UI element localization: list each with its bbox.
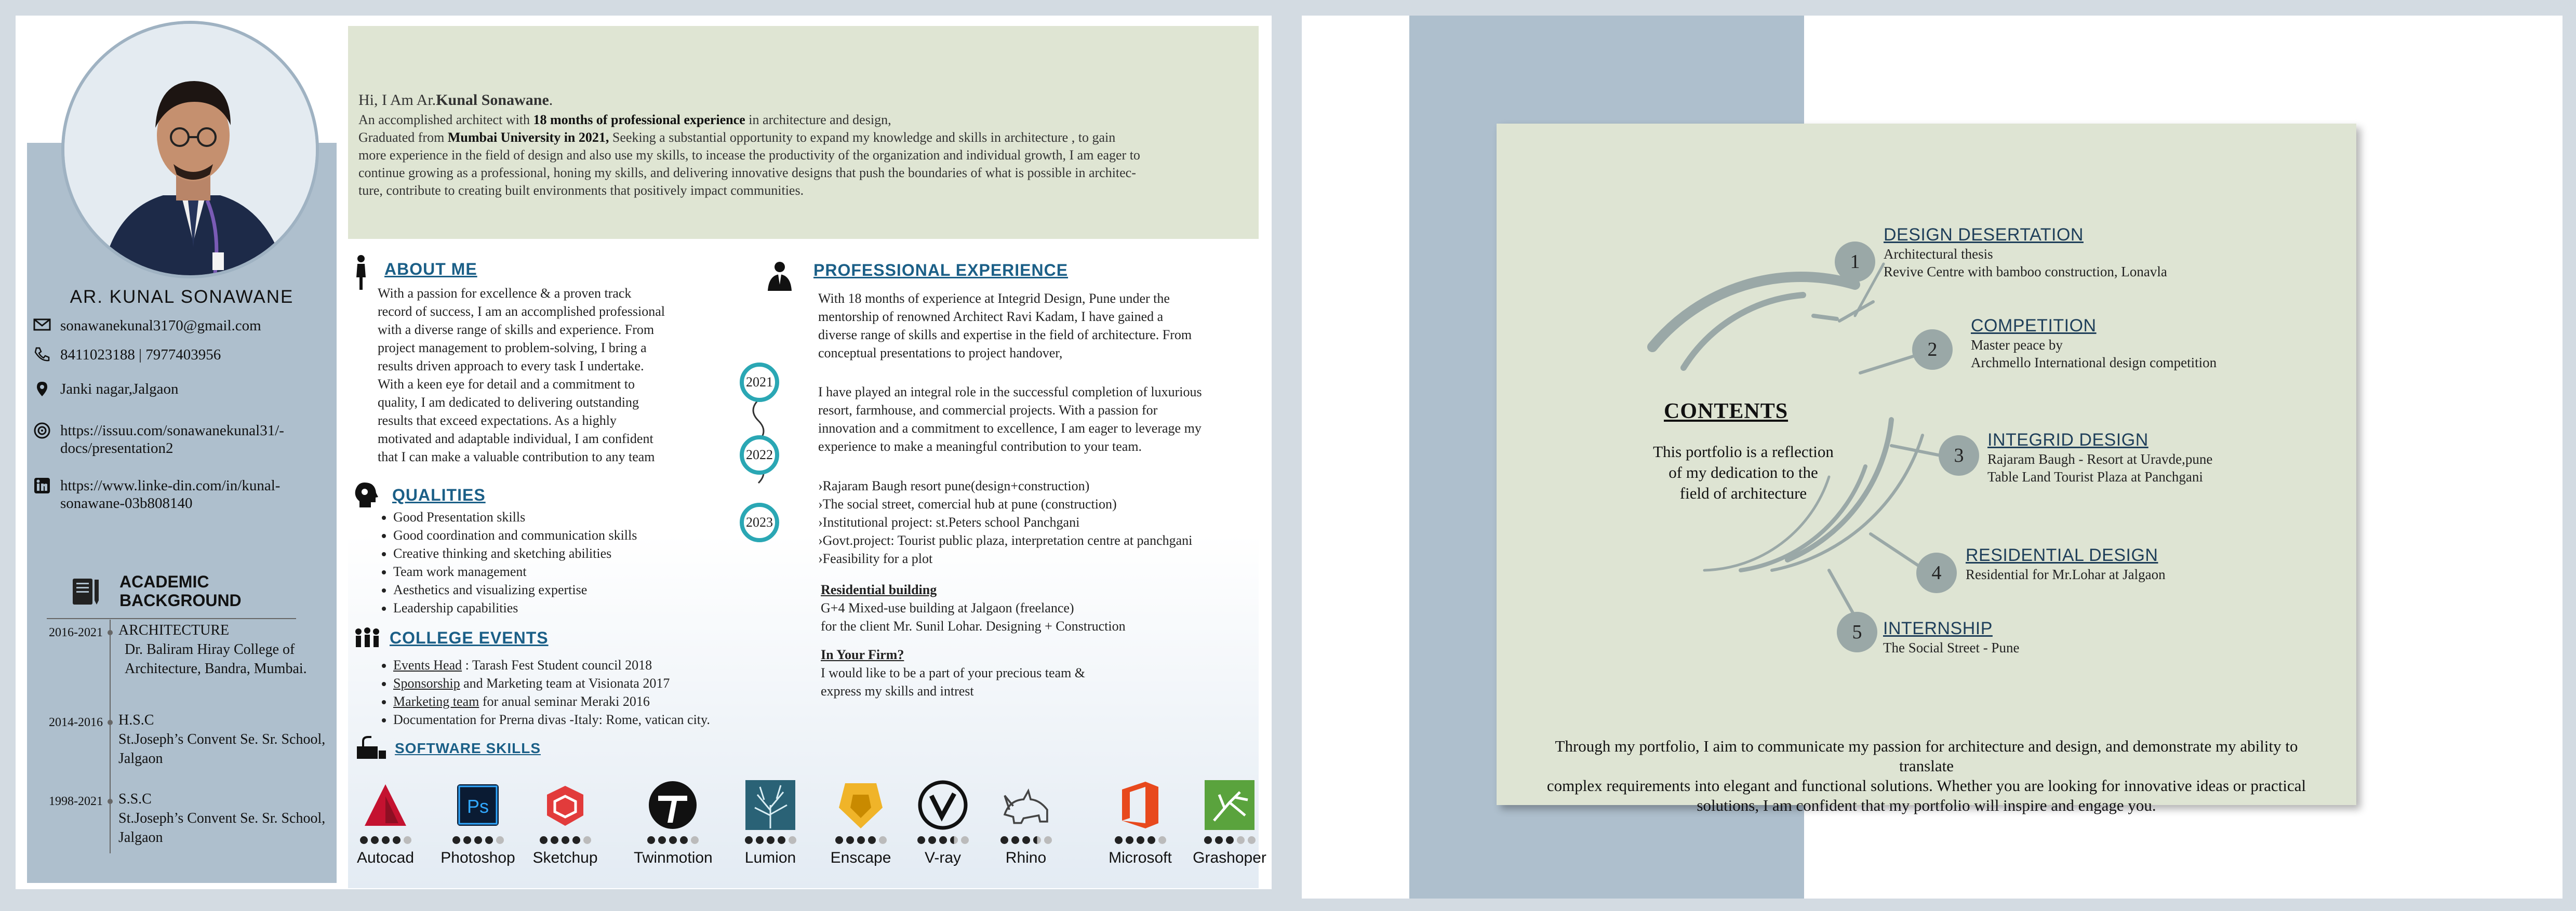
edu-year: 2014-2016 [49, 716, 103, 729]
intro-panel [348, 26, 1259, 239]
lumion-icon [744, 779, 796, 831]
skill-rating [526, 835, 604, 847]
intro-line: ture, contribute to creating built environments that positively impact communities. [358, 183, 804, 198]
resume-page [16, 16, 1272, 889]
project-item: ›Institutional project: st.Peters school Panchgani [818, 515, 1080, 530]
contents-card [1497, 124, 2356, 814]
email-row[interactable] [33, 317, 324, 334]
quality-item: • Aesthetics and visualizing expertise [393, 581, 715, 599]
residential-block: Residential building G+4 Mixed-use building at Jalgaon (freelance) for the client Mr. Sunil Lohar. Designing + Construction [821, 582, 1126, 634]
intro-line: more experience in the field of design and also use my skills, to incease the productivity of the organization and individual growth, I am eager to [358, 148, 1140, 163]
event-item: • Events Head : Tarash Fest Student council 2018 [393, 656, 793, 674]
intro-line: An accomplished architect with 18 months of professional experience in architecture and design, [358, 112, 891, 127]
issuu-link[interactable]: https://issuu.com/sonawanekunal31/-docs/presentation2 [60, 422, 284, 457]
skill-rating [904, 835, 982, 847]
issuu-icon [33, 422, 51, 439]
skill-rating [346, 835, 424, 847]
skill-rating [1101, 835, 1179, 847]
svg-text:Ps: Ps [466, 796, 489, 817]
academic-timeline [110, 620, 111, 853]
item-number: 4 [1916, 553, 1957, 593]
phone-icon [33, 346, 51, 361]
address-text: Janki nagar,Jalgaon [60, 381, 179, 397]
software-label: Photoshop [441, 849, 515, 866]
edu-school: St.Joseph’s Convent Se. Sr. School, Jalgaon [118, 731, 326, 767]
software-label: Sketchup [532, 849, 598, 866]
contents-item[interactable]: DESIGN DESERTATION Architectural thesis Revive Centre with bamboo construction, Lonavla [1884, 225, 2247, 280]
quality-item: • Leadership capabilities [393, 599, 715, 617]
experience-para-2: I have played an integral role in the successful completion of luxurious resort, farmhouse, and commercial projects. With a passion for innovation and a commitment to excellence, I am eager to leverage my experience to make a meaningful contribution to your team. [818, 384, 1202, 454]
skill-rating [822, 835, 900, 847]
about-text: With a passion for excellence & a proven track record of success, I am an accomplished professional with a diverse range of skills and experience. From project management to problem-solving, I bring a results driven approach to every task I undertake. With a keen eye for detail and a commitment to quality, I am dedicated to delivering outstanding results that exceed expectations. As a highly motivated and adaptable individual, I am confident that I can make a valuable contribution to any team [378, 286, 665, 464]
location-pin-icon [33, 380, 51, 398]
contents-title: CONTENTS [1664, 399, 1788, 423]
contents-page [1302, 16, 2562, 899]
quality-item: • Creative thinking and sketching abilities [393, 544, 715, 562]
software-label: Grashoper [1193, 849, 1266, 866]
edu-entry [118, 789, 326, 847]
edu-year: 1998-2021 [49, 795, 103, 808]
edu-year: 2016-2021 [49, 626, 103, 639]
about-title: ABOUT ME [384, 260, 477, 278]
enscape-icon [835, 779, 887, 831]
software-twinmotion [634, 779, 712, 867]
project-item: ›The social street, comercial hub at pune (construction) [818, 497, 1117, 512]
linkedin-link[interactable]: https://www.linke-din.com/in/kunal-sonawane-03b808140 [60, 477, 281, 512]
timeline-dot [108, 630, 113, 635]
group-icon [353, 627, 381, 648]
edu-school: St.Joseph’s Convent Se. Sr. School, Jalgaon [118, 810, 326, 846]
quality-item: • Team work management [393, 562, 715, 581]
software-vray [904, 779, 982, 867]
year-badge: 2022 [740, 435, 779, 475]
item-title[interactable]: RESIDENTIAL DESIGN [1966, 545, 2158, 565]
intro-line: continue growing as a professional, honing my skills, and delivering innovative designs that push the boundaries of what is possible in architec- [358, 165, 1136, 180]
software-label: Microsoft [1109, 849, 1172, 866]
skill-rating [1191, 835, 1269, 847]
item-number: 3 [1939, 435, 1979, 476]
event-item: • Documentation for Prerna divas -Italy: Rome, vatican city. [393, 711, 793, 729]
firm-block: In Your Firm? I would like to be a part of your precious team & express my skills and intrest [821, 647, 1086, 699]
contents-footer: Through my portfolio, I aim to communicate my passion for architecture and design, and demonstrate my ability to translate complex requirements into elegant and functional solutions. Whether you are looking for innovative ideas or practical solutions, I am confident that my portfolio will inspire and engage you. [1546, 737, 2306, 814]
businessman-icon [764, 261, 796, 292]
quality-item: • Good Presentation skills [393, 508, 715, 526]
head-profile-icon [353, 481, 379, 508]
linkedin-icon [33, 477, 51, 494]
software-enscape [822, 779, 900, 867]
phone-row [33, 346, 324, 364]
software-microsoft [1101, 779, 1179, 867]
quality-item: • Good coordination and communication skills [393, 526, 715, 544]
intro-greeting: Hi, I Am Ar.Kunal Sonawane. [358, 91, 553, 109]
edu-degree: S.S.C [118, 791, 152, 807]
qualities-list [378, 508, 715, 617]
contents-item[interactable]: COMPETITION Master peace by Archmello International design competition [1971, 316, 2334, 371]
profile-photo [61, 21, 319, 278]
project-list [818, 477, 1265, 568]
book-icon [72, 577, 104, 607]
software-sketchup [526, 779, 604, 867]
address-row [33, 380, 324, 398]
sketchup-icon [539, 779, 591, 831]
grasshopper-icon [1204, 779, 1256, 831]
item-title[interactable]: DESIGN DESERTATION [1884, 225, 2084, 245]
item-title[interactable]: INTERNSHIP [1883, 619, 1993, 638]
software-lumion [731, 779, 809, 867]
software-label: Lumion [744, 849, 796, 866]
skill-rating [987, 835, 1065, 847]
software-photoshop [439, 779, 517, 867]
autocad-icon [359, 779, 411, 831]
issuu-row[interactable] [33, 422, 324, 457]
item-title[interactable]: COMPETITION [1971, 316, 2097, 336]
software-icon [356, 735, 387, 761]
software-label: Rhino [1005, 849, 1047, 866]
email-text[interactable]: sonawanekunal3170@gmail.com [60, 317, 261, 334]
linkedin-row[interactable] [33, 477, 324, 512]
mail-icon [33, 317, 51, 332]
skill-rating [634, 835, 712, 847]
item-number: 5 [1837, 612, 1877, 652]
events-title: COLLEGE EVENTS [390, 628, 549, 647]
academic-title: ACADEMIC BACKGROUND [119, 572, 242, 610]
software-rhino [987, 779, 1065, 867]
skill-rating [439, 835, 517, 847]
experience-title: PROFESSIONAL EXPERIENCE [813, 261, 1069, 279]
item-title[interactable]: INTEGRID DESIGN [1987, 430, 2148, 450]
timeline-dot [108, 720, 113, 725]
item-number: 2 [1912, 329, 1953, 370]
contents-item[interactable]: INTEGRID DESIGN Rajaram Baugh - Resort at Uravde,pune Table Land Tourist Plaza at Panchgani [1987, 430, 2351, 486]
microsoft-office-icon [1114, 779, 1166, 831]
edu-degree: H.S.C [118, 712, 154, 728]
year-badge: 2021 [740, 363, 779, 402]
vray-icon [917, 779, 969, 831]
software-label: Autocad [356, 849, 415, 866]
contents-item[interactable]: INTERNSHIP The Social Street - Pune [1883, 619, 2247, 657]
software-label: V-ray [924, 849, 962, 866]
twinmotion-icon [647, 779, 699, 831]
experience-para-1: With 18 months of experience at Integrid Design, Pune under the mentorship of renowned Architect Ravi Kadam, I have gained a diverse range of skills and expertise in the field of architecture. From conceptual presentations to project handover, [818, 291, 1192, 360]
contents-description: This portfolio is a reflection of my dedication to the field of architecture [1653, 443, 1834, 502]
software-grasshopper [1191, 779, 1269, 867]
phone-text: 8411023188 | 7977403956 [60, 346, 221, 363]
project-item: ›Feasibility for a plot [818, 551, 933, 566]
edu-degree: ARCHITECTURE [118, 622, 230, 638]
software-label: Twinmotion [634, 849, 713, 866]
events-list [378, 656, 793, 729]
skill-rating [731, 835, 809, 847]
rhino-icon [1000, 779, 1052, 831]
edu-entry [118, 711, 326, 768]
event-item: • Marketing team for anual seminar Meraki 2016 [393, 692, 793, 711]
edu-entry [118, 621, 326, 678]
qualities-title: QUALITIES [392, 486, 486, 504]
software-label: Enscape [830, 849, 891, 866]
candidate-name: AR. KUNAL SONAWANE [70, 287, 294, 307]
project-item: ›Rajaram Baugh resort pune(design+construction) [818, 478, 1090, 493]
software-title: SOFTWARE SKILLS [395, 740, 541, 756]
photoshop-icon [452, 779, 504, 831]
item-number: 1 [1835, 242, 1875, 282]
intro-line: Graduated from Mumbai University in 2021, Seeking a substantial opportunity to expand my knowledge and skills in architecture , to gain [358, 130, 1116, 145]
event-item: • Sponsorship and Marketing team at Visionata 2017 [393, 674, 793, 692]
year-badge: 2023 [740, 503, 779, 542]
project-item: ›Govt.project: Tourist public plaza, interpretation centre at panchgani [818, 533, 1193, 548]
academic-divider [47, 618, 296, 619]
timeline-dot [108, 799, 113, 804]
software-autocad [346, 779, 424, 867]
person-icon [353, 254, 369, 291]
contents-item[interactable]: RESIDENTIAL DESIGN Residential for Mr.Lohar at Jalgaon [1966, 545, 2329, 583]
edu-school: Dr. Baliram Hiray College of Architecture, Bandra, Mumbai. [125, 641, 307, 677]
